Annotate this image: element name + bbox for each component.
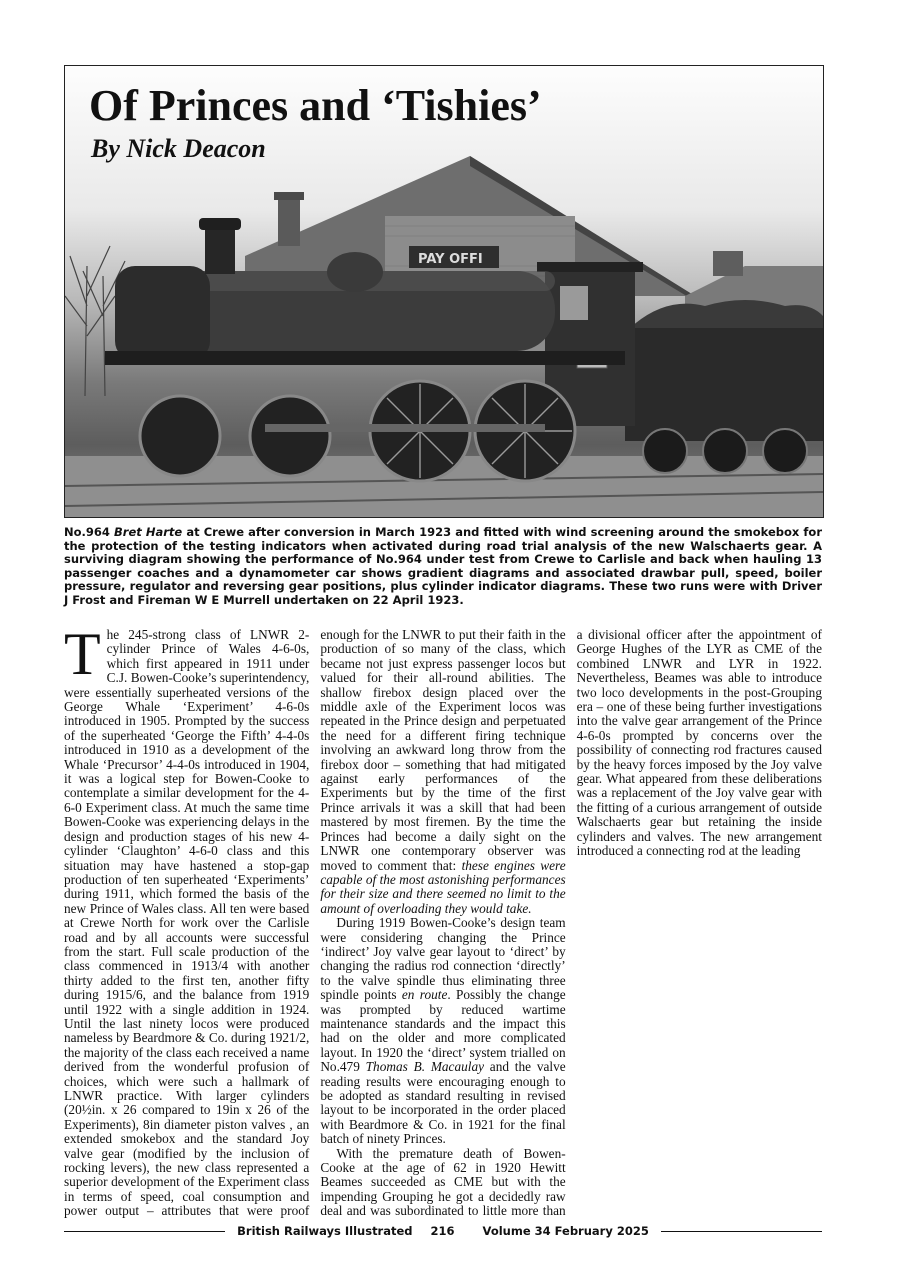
coupling-rod: [265, 424, 545, 432]
caption-text: at Crewe after conversion in March 1923 and fitted with wind screening around the smokebox for the protection of the testing indicators when activated during road trial analysis of the new Walschaerts gear. A surviving diagram showing the performance of No.964 under test from Crewe to Carlisle and back when hauling 13 passenger coaches and a dynamometer car shows gradient diagrams and associated drawbar pull, speed, boiler pressure, regulator and reversing gear positions, plus cylinder indicator diagrams. These two runs were with Driver J Frost and Fireman W E Murrell undertaken on 22 April 1923.: [64, 525, 822, 607]
locomotive-name: Thomas B. Macaulay: [365, 1059, 484, 1075]
footer-rule-left: [64, 1231, 225, 1232]
photo-caption: [64, 526, 822, 607]
footer-rule-right: [661, 1231, 822, 1232]
smokebox: [115, 266, 210, 361]
building-chimney: [278, 196, 300, 246]
locomotive-photo: [64, 65, 824, 518]
tender-wheels: [643, 429, 807, 473]
article-byline: By Nick Deacon: [91, 134, 266, 163]
paragraph-3: With the premature death of Bowen-Cooke at the age of 62 in 1920 Hewitt Beames succeeded as CME but with the impending Grouping he got a decidedly raw deal and was subordinated to little more than a divisional officer after the appointment of George Hughes of the LYR as CME of the combined LNWR and LYR in 1922. Nevertheless, Beames was able to introduce two loco developments in the post-Grouping era – one of these being further investigations into the valve gear arrangement of the Prince 4-6-0s prompted by concerns over the possibility of connecting rod fractures caused by the heavy forces imposed by the Joy valve gear. What appeared from these deliberations was a replacement of the Joy valve gear with the fitting of a curious arrangement of outside Walschaerts gear but retaining the inside cylinders and valves. The new arrangement introduced a connecting rod at the leading: [320, 627, 822, 1219]
tender: [625, 326, 823, 441]
page-footer: [64, 1221, 822, 1241]
page-number: 216: [430, 1224, 455, 1238]
loco-chimney: [205, 226, 235, 274]
volume-info: Volume 34 February 2025: [482, 1224, 649, 1238]
dome: [327, 252, 383, 292]
quotation: these engines were capable of the most astonishing performances for their size and there seemed no limit to the amount of overloading they would take.: [320, 857, 566, 916]
article-title: Of Princes and ‘Tishies’: [89, 81, 542, 130]
article-body: [64, 621, 822, 1228]
publication-name: British Railways Illustrated: [237, 1224, 413, 1238]
caption-lead: No.964: [64, 525, 115, 539]
paragraph-1: The 245-strong class of LNWR 2-cylinder Prince of Wales 4-6-0s, which first appeared in 1911 under C.J. Bowen-Cooke’s superintendency, were essentially superheated versions of the George Whale ‘Experiment’ 4-6-0s introduced in 1905. Prompted by the success of the superheated ‘George the Fifth’ 4-4-0s introduced in 1910 as a development of the Whale ‘Precursor’ 4-4-0s introduced in 1904, it was a logical step for Bowen-Cooke to contemplate a similar development for the 4-6-0 Experiment class. At much the same time Bowen-Cooke was experiencing delays in the design and production stages of his new 4-cylinder ‘Claughton’ 4-6-0 class and this situation may have hastened a stop-gap production of ten superheated ‘Experiments’ during 1911, which formed the basis of the new Prince of Wales class. All ten were based at Crewe North for work over the Carlisle road and by all accounts were successful from the start. Full scale production of the class commenced in 1913/4 with another thirty added to the first ten, another fifty during 1915/6, and the balance from 1919 until 1922 with a single addition in 1924. Until the last ninety locos were produced nameless by Beardmore & Co. during 1921/2, the majority of the class each received a name derived from the wonderful profusion of choices, which were such a hallmark of LNWR practice. With larger cylinders (20½in. x 26 compared to 19in x 26 of the Experiments), 8in diameter piston valves , an extended smokebox and the standard Joy valve gear (modified by the inclusion of rocking levers), the new class represented a superior development of the Experiment class in terms of speed, coal consumption and power output – attributes that were proof enough for the LNWR to put their faith in the production of so many of the class, which became not just express passenger locos but valued for their all-round abilities. The shallow firebox design placed over the middle axle of the Experiment locos was repeated in the Prince design and perpetuated the need for a different firing technique involving an awkward long throw from the firebox door – something that had mitigated against early performances of the Experiments but by the time of the first Prince arrivals it was a skill that had been mastered by most firemen. By the time the Princes had become a daily sight on the LNWR one contemporary observer was moved to comment that: these engines were capable of the most astonishing performances for their size and there seemed no limit to the amount of overloading they would take.: [64, 621, 566, 1219]
drop-cap: T: [64, 621, 101, 687]
paragraph-2: During 1919 Bowen-Cooke’s design team were considering changing the Prince ‘indirect’ Joy valve gear layout to ‘direct’ by changing the radius rod connection ‘directly’ to the valve spindle thus eliminating three spindle points en route. Possibly the change was prompted by reduced wartime maintenance standards and the impact this had on the older and more complicated layout. In 1920 the ‘direct’ system trialled on No.479 Thomas B. Macaulay and the valve reading results were encouraging enough to be adopted as standard resulting in revised layout to be incorporated in the order placed with Beardmore & Co. in 1921 for the final batch of ninety Princes.: [320, 915, 566, 1147]
sign-text: PAY OFFI: [418, 252, 483, 267]
running-plate: [105, 351, 625, 365]
caption-locomotive-name: Bret Harte: [114, 525, 183, 539]
cab-window: [560, 286, 588, 320]
